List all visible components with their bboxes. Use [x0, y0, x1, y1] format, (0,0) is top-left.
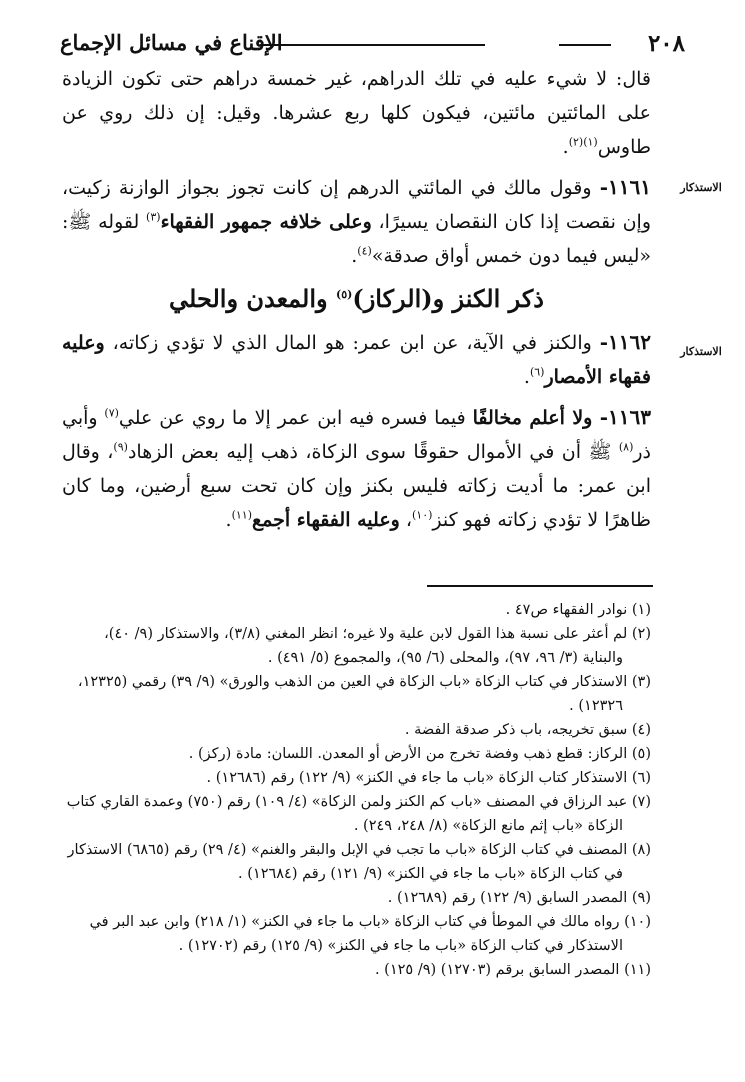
footnote-text: نوادر الفقهاء ص٤٧ .: [505, 602, 628, 618]
footnote: [62, 910, 651, 958]
footnote: [62, 622, 651, 670]
footnote-ref: (٩): [113, 440, 128, 454]
footnote-text: المصدر السابق (٩/ ١٢٢) رقم (١٢٦٨٩) .: [387, 890, 628, 906]
text-span: قال: لا شيء عليه في تلك الدراهم، غير خمسة دراهم حتى تكون الزيادة على المائتين مائتين، فيكون كلها ربع عشرها. وقيل: إن ذلك روي عن طاوس: [62, 68, 651, 158]
footnote-number: (٣): [631, 674, 651, 690]
heading-text: ذكر الكنز و(الركاز): [352, 284, 544, 313]
text-span: ، وقال ابن عمر: ما أديت زكاته فليس بكنز وإن كان تحت سبع أرضين، وما كان ظاهرًا لا تؤدي زكاته فهو كنز: [62, 441, 651, 531]
footnote-number: (١٠): [624, 914, 651, 930]
page-header: [60, 28, 685, 62]
footnote-number: (٧): [631, 794, 651, 810]
bold-text: وعليه الفقهاء أجمع: [251, 509, 400, 531]
footnote-text: المصنف في كتاب الزكاة «باب ما تجب في الإبل والبقر والغنم» (٤/ ٢٩) رقم (٦٨٦٥) الاستذكار في كتاب الزكاة «باب ما جاء في الكنز» (٩/ ١٢١) رقم (١٢٦٨٤) .: [67, 842, 628, 882]
paragraph-number: ١١٦٣-: [599, 405, 652, 429]
text-span: وأبي ذر: [62, 407, 651, 463]
footnote-ref: (٥): [335, 288, 353, 301]
footnote-text: رواه مالك في الموطأ في كتاب الزكاة «باب ما جاء في الكنز» (١/ ٢١٨) وابن عبد البر في الاستذكار في كتاب الزكاة «باب ما جاء في الكنز» (٩/ ١٢٥) رقم (١٢٧٠٢) .: [89, 914, 623, 954]
bold-text: وعلى خلافه جمهور الفقهاء: [160, 211, 372, 233]
footnote: [62, 838, 651, 886]
paragraph-1162: [62, 325, 651, 394]
paragraph-1161: [62, 170, 651, 273]
footnote-text: عبد الرزاق في المصنف «باب كم الكنز ولمن الزكاة» (٤/ ١٠٩) رقم (٧٥٠) وعمدة القاري كتاب الزكاة «باب إثم مانع الزكاة» (٨/ ٢٤٨، ٢٤٩) .: [66, 794, 628, 834]
heading-text: والمعدن والحلي: [169, 284, 336, 313]
footnote: [62, 886, 651, 910]
footnote-text: لم أعثر على نسبة هذا القول لابن علية ولا غيره؛ انظر المغني (٣/٨)، والاستذكار (٩/ ٤٠)، والبناية (٣/ ٩٦، ٩٧)، والمحلى (٦/ ٩٥)، والمجموع (٥/ ٤٩١) .: [104, 626, 628, 666]
footnote-text: الاستذكار كتاب الزكاة «باب ما جاء في الكنز» (٩/ ١٢٢) رقم (١٢٦٨٦) .: [206, 770, 628, 786]
footnote-number: (٢): [631, 626, 651, 642]
bold-text: وعليه فقهاء الأمصار: [62, 332, 651, 388]
text-span: ،: [399, 509, 412, 531]
footnote-number: (٨): [631, 842, 651, 858]
footnote: [62, 670, 651, 718]
paragraph-number: ١١٦٢-: [599, 330, 651, 354]
footnote-text: الركاز: قطع ذهب وفضة تخرج من الأرض أو المعدن. اللسان: مادة (ركز) .: [188, 746, 628, 762]
footnote-ref: (٦): [529, 365, 545, 379]
footnote-number: (١): [631, 602, 651, 618]
paragraph-number: ١١٦١-: [599, 175, 651, 199]
footnote-number: (١١): [624, 962, 651, 978]
footnote-ref: (٧): [104, 406, 119, 420]
paragraph-1163: [62, 400, 651, 537]
page-number: ٢٠٨: [647, 30, 685, 57]
footnote-ref: (١)(٢): [568, 135, 598, 149]
footnote: [62, 718, 651, 742]
text-span: ﷺ أن في الأموال حقوقًا سوى الزكاة، ذهب إليه بعض الزهاد: [127, 441, 619, 463]
text-span: فيما فسره فيه ابن عمر إلا ما روي عن علي: [118, 407, 473, 429]
text-span: والكنز في الآية، عن ابن عمر: هو المال الذي لا تؤدي زكاته،: [104, 332, 600, 354]
footnote: [62, 742, 651, 766]
margin-note-source: الاستذكار: [680, 181, 722, 194]
footnote-ref: (٤): [357, 244, 372, 258]
text-span: لقوله ﷺ: «ليس فيما دون خمس أواق صدقة»: [62, 211, 651, 267]
footnote-ref: (١٠): [412, 508, 433, 522]
margin-note-source: الاستذكار: [680, 345, 722, 358]
running-title: الإقناع في مسائل الإجماع: [60, 30, 283, 55]
footnote-text: سبق تخريجه، باب ذكر صدقة الفضة .: [404, 722, 628, 738]
footnote-number: (٦): [631, 770, 651, 786]
main-text: [62, 62, 651, 543]
footnote: [62, 790, 651, 838]
text-span: .: [351, 245, 358, 267]
footnote-ref: (٣): [146, 210, 161, 224]
footnote-number: (٩): [631, 890, 651, 906]
text-span: .: [225, 509, 232, 531]
footnote-text: الاستذكار في كتاب الزكاة «باب الزكاة في العين من الذهب والورق» (٩/ ٣٩) رقمي (١٢٣٢٥، ١٢٣٢٦) .: [77, 674, 628, 714]
header-rule: [260, 44, 485, 46]
footnote: [62, 766, 651, 790]
footnote-number: (٤): [631, 722, 651, 738]
paragraph: قال: لا شيء عليه في تلك الدراهم، غير خمسة دراهم حتى تكون الزيادة على المائتين مائتين، فيكون كلها ربع عشرها. وقيل: إن ذلك روي عن طاوس$^{(١)(٢)}$.: [62, 68, 651, 158]
footnote: [62, 958, 651, 982]
footnote-separator: [427, 585, 653, 587]
footnote: [62, 598, 651, 622]
footnotes: [62, 598, 651, 982]
bold-text: ولا أعلم مخالفًا: [472, 407, 600, 429]
section-heading: [62, 279, 651, 319]
text-span: وقول مالك في المائتي الدرهم إن كانت تجوز بجواز الوازنة زكيت، وإن نقصت إذا كان النقصان يسيرًا،: [62, 177, 652, 233]
footnote-ref: (٨): [618, 440, 634, 454]
text-span: .: [523, 366, 530, 388]
footnote-ref: (١١): [231, 508, 252, 522]
footnote-number: (٥): [631, 746, 651, 762]
footnote-text: المصدر السابق برقم (١٢٧٠٣) (٩/ ١٢٥) .: [374, 962, 620, 978]
header-dash: [559, 44, 611, 46]
